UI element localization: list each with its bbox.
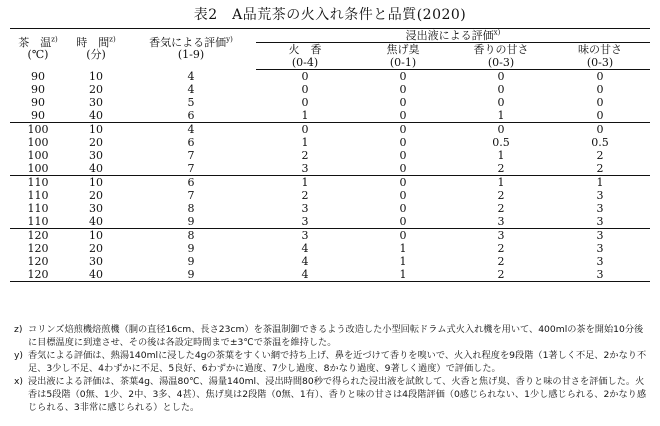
cell-burnt-odor: 0	[399, 70, 407, 83]
cell-burnt-odor: 0	[399, 123, 407, 136]
cell-aroma-score: 4	[187, 123, 195, 136]
time-unit: (分)	[86, 48, 106, 62]
table-row	[10, 109, 650, 123]
cell-time: 40	[66, 162, 126, 176]
cell-taste-sweetness: 0	[596, 83, 604, 96]
cell-taste-sweetness: 1	[596, 176, 604, 189]
footnote-z	[14, 323, 650, 349]
table-row	[10, 176, 650, 190]
cell-taste-sweetness: 3	[596, 189, 604, 202]
cell-taste-sweetness: 0	[596, 96, 604, 109]
aroma-label: 香気による評価	[149, 36, 227, 50]
cell-fire-aroma: 4	[256, 268, 354, 282]
footnote-text: 浸出液による評価は、茶葉4g、湯温80℃、湯量140ml、浸出時間80秒で得られた浸出液を試飲して、火香と焦げ臭、香りと味の甘さを評価した。火香は5段階（0無、1少、2中、3多、4甚）、焦げ臭は2段階（0無、1有）、香りと味の甘さは4段階評価（0感じられない、1少し感じられる、2かなり感じられる、3非常に感じられる）とした。	[28, 376, 647, 413]
cell-temp: 90	[31, 69, 45, 83]
cell-burnt-odor: 1	[354, 268, 452, 282]
cell-fire-aroma: 3	[301, 202, 309, 215]
cell-taste-sweetness: 3	[596, 202, 604, 215]
cell-aroma-score: 9	[126, 268, 256, 282]
cell-burnt-odor: 0	[399, 202, 407, 215]
cell-aroma-sweetness: 2	[452, 268, 550, 282]
cell-taste-sweetness: 2	[596, 149, 604, 162]
cell-time: 10	[89, 123, 103, 136]
temp-unit: (℃)	[27, 48, 49, 62]
table-row	[10, 123, 650, 137]
cell-taste-sweetness: 2	[550, 162, 650, 176]
range-fire: (0-4)	[256, 56, 354, 70]
subheader-burnt: 焦げ臭	[386, 42, 420, 56]
cell-temp: 110	[10, 215, 66, 229]
table-row	[10, 202, 650, 215]
cell-aroma-sweetness: 0	[497, 70, 505, 83]
cell-aroma-score: 4	[187, 83, 195, 96]
cell-time: 20	[89, 242, 103, 255]
aroma-sup: y)	[226, 35, 233, 44]
cell-time: 20	[89, 189, 103, 202]
cell-aroma-sweetness: 0	[497, 96, 505, 109]
table-row	[10, 149, 650, 162]
cell-fire-aroma: 0	[301, 96, 309, 109]
cell-temp: 110	[27, 189, 49, 202]
footnotes	[14, 323, 650, 414]
cell-fire-aroma: 0	[301, 70, 309, 83]
aroma-range: (1-9)	[177, 48, 205, 62]
cell-temp: 100	[10, 162, 66, 176]
cell-taste-sweetness: 3	[550, 268, 650, 282]
cell-aroma-sweetness: 2	[497, 202, 505, 215]
cell-aroma-sweetness: 1	[452, 109, 550, 123]
footnote-text: 香気による評価は、熱湯140mlに浸した4gの茶葉をすくい網で持ち上げ、鼻を近づけて香りを嗅いで、火入れ程度を9段階（1著しく不足、2かなり不足、3少し不足、4わずかに不足、5良好、6わずかに過度、7少し過度、8かなり過度、9著しく過度）で評価した。	[28, 350, 647, 374]
cell-burnt-odor: 0	[399, 229, 407, 242]
footnote-mark: z)	[14, 324, 23, 335]
cell-aroma-score: 8	[187, 229, 195, 242]
col-header-leach	[256, 29, 650, 43]
table-row	[10, 70, 650, 84]
cell-taste-sweetness: 0	[550, 109, 650, 123]
footnote-y	[14, 349, 650, 375]
table-row	[10, 162, 650, 176]
temp-sup: z)	[51, 35, 58, 44]
cell-time: 10	[89, 176, 103, 189]
results-table	[10, 28, 650, 282]
cell-aroma-sweetness: 2	[497, 242, 505, 255]
cell-time: 40	[66, 268, 126, 282]
cell-aroma-score: 6	[126, 109, 256, 123]
cell-aroma-sweetness: 3	[497, 229, 505, 242]
table-row	[10, 268, 650, 282]
cell-taste-sweetness: 3	[550, 215, 650, 229]
cell-fire-aroma: 1	[256, 109, 354, 123]
cell-aroma-sweetness: 0	[497, 83, 505, 96]
cell-fire-aroma: 3	[301, 229, 309, 242]
cell-aroma-score: 7	[126, 162, 256, 176]
table-row	[10, 189, 650, 202]
cell-time: 30	[89, 255, 103, 268]
table-row	[10, 96, 650, 109]
cell-burnt-odor: 1	[399, 242, 407, 255]
cell-temp: 120	[10, 268, 66, 282]
cell-time: 20	[89, 136, 103, 149]
leach-sup: x)	[493, 27, 501, 36]
cell-aroma-score: 6	[187, 176, 195, 189]
range-burnt: (0-1)	[354, 56, 452, 70]
cell-burnt-odor: 0	[354, 215, 452, 229]
cell-aroma-sweetness: 2	[497, 189, 505, 202]
cell-aroma-score: 9	[187, 242, 195, 255]
table-row	[10, 255, 650, 268]
cell-temp: 110	[27, 202, 49, 215]
cell-aroma-sweetness: 1	[497, 176, 505, 189]
cell-aroma-score: 9	[126, 215, 256, 229]
cell-burnt-odor: 0	[399, 136, 407, 149]
cell-burnt-odor: 0	[354, 162, 452, 176]
cell-aroma-sweetness: 2	[452, 162, 550, 176]
table-row	[10, 242, 650, 255]
cell-aroma-score: 7	[187, 149, 195, 162]
time-label: 時 間	[76, 36, 110, 50]
cell-time: 30	[89, 149, 103, 162]
cell-burnt-odor: 0	[399, 176, 407, 189]
cell-burnt-odor: 0	[354, 109, 452, 123]
cell-temp: 100	[27, 149, 49, 162]
cell-aroma-sweetness: 0.5	[492, 136, 510, 149]
cell-taste-sweetness: 0	[596, 123, 604, 136]
table-row	[10, 229, 650, 243]
leach-label: 浸出液による評価	[405, 28, 494, 42]
cell-temp: 90	[31, 96, 45, 109]
footnote-mark: y)	[14, 350, 24, 361]
cell-aroma-score: 8	[187, 202, 195, 215]
cell-time: 30	[89, 202, 103, 215]
col-header-temp	[10, 29, 66, 70]
subheader-taste-sweet: 味の甘さ	[578, 42, 622, 56]
footnote-text: コリンズ焙煎機焙煎機（胴の直径16cm、長さ23cm）を茶温制御できるよう改造した小型回転ドラム式火入れ機を用いて、400mlの茶を開始10分後に目標温度に到達させ、その後は各設定時間まで±3℃で茶温を維持した。	[28, 324, 644, 348]
cell-aroma-score: 5	[187, 96, 195, 109]
cell-burnt-odor: 0	[399, 96, 407, 109]
cell-temp: 100	[27, 136, 49, 149]
temp-label: 茶 温	[18, 36, 52, 50]
cell-temp: 120	[27, 255, 49, 268]
cell-temp: 120	[27, 229, 49, 242]
cell-taste-sweetness: 0.5	[591, 136, 609, 149]
cell-aroma-score: 7	[187, 189, 195, 202]
cell-taste-sweetness: 3	[596, 229, 604, 242]
range-aroma-sweet: (0-3)	[452, 56, 550, 70]
cell-time: 20	[89, 83, 103, 96]
cell-temp: 110	[27, 176, 49, 189]
cell-aroma-score: 6	[187, 136, 195, 149]
cell-temp: 90	[10, 109, 66, 123]
time-sup: z)	[109, 35, 116, 44]
cell-time: 30	[89, 96, 103, 109]
subheader-fire: 火 香	[288, 42, 322, 56]
cell-aroma-score: 4	[187, 69, 195, 83]
table-row	[10, 215, 650, 229]
cell-time: 40	[66, 109, 126, 123]
footnote-x	[14, 375, 650, 414]
cell-taste-sweetness: 0	[596, 70, 604, 83]
cell-fire-aroma: 4	[301, 242, 309, 255]
cell-time: 10	[89, 229, 103, 242]
table-row	[10, 83, 650, 96]
cell-taste-sweetness: 3	[596, 242, 604, 255]
range-taste-sweet: (0-3)	[550, 56, 650, 70]
cell-burnt-odor: 0	[399, 189, 407, 202]
footnote-mark: x)	[14, 376, 24, 387]
cell-fire-aroma: 3	[256, 162, 354, 176]
col-header-time	[66, 29, 126, 70]
cell-temp: 90	[31, 83, 45, 96]
cell-fire-aroma: 4	[301, 255, 309, 268]
cell-time: 10	[89, 69, 103, 83]
col-header-aroma	[126, 29, 256, 70]
cell-fire-aroma: 0	[301, 83, 309, 96]
cell-fire-aroma: 0	[301, 123, 309, 136]
table-title: 表2 A品荒茶の火入れ条件と品質(2020)	[193, 7, 467, 23]
cell-aroma-sweetness: 2	[497, 255, 505, 268]
table-row	[10, 136, 650, 149]
cell-fire-aroma: 3	[256, 215, 354, 229]
cell-temp: 120	[27, 242, 49, 255]
cell-aroma-score: 9	[187, 255, 195, 268]
cell-aroma-sweetness: 0	[497, 123, 505, 136]
subheader-aroma-sweet: 香りの甘さ	[473, 42, 529, 56]
cell-burnt-odor: 1	[399, 255, 407, 268]
cell-aroma-sweetness: 1	[497, 149, 505, 162]
table-body	[10, 70, 650, 282]
cell-burnt-odor: 0	[399, 149, 407, 162]
cell-taste-sweetness: 3	[596, 255, 604, 268]
cell-aroma-sweetness: 3	[452, 215, 550, 229]
cell-time: 40	[66, 215, 126, 229]
cell-burnt-odor: 0	[399, 83, 407, 96]
cell-fire-aroma: 2	[301, 149, 309, 162]
cell-fire-aroma: 2	[301, 189, 309, 202]
cell-fire-aroma: 1	[301, 176, 309, 189]
cell-temp: 100	[27, 123, 49, 136]
cell-fire-aroma: 1	[301, 136, 309, 149]
header-row-1	[10, 29, 650, 43]
